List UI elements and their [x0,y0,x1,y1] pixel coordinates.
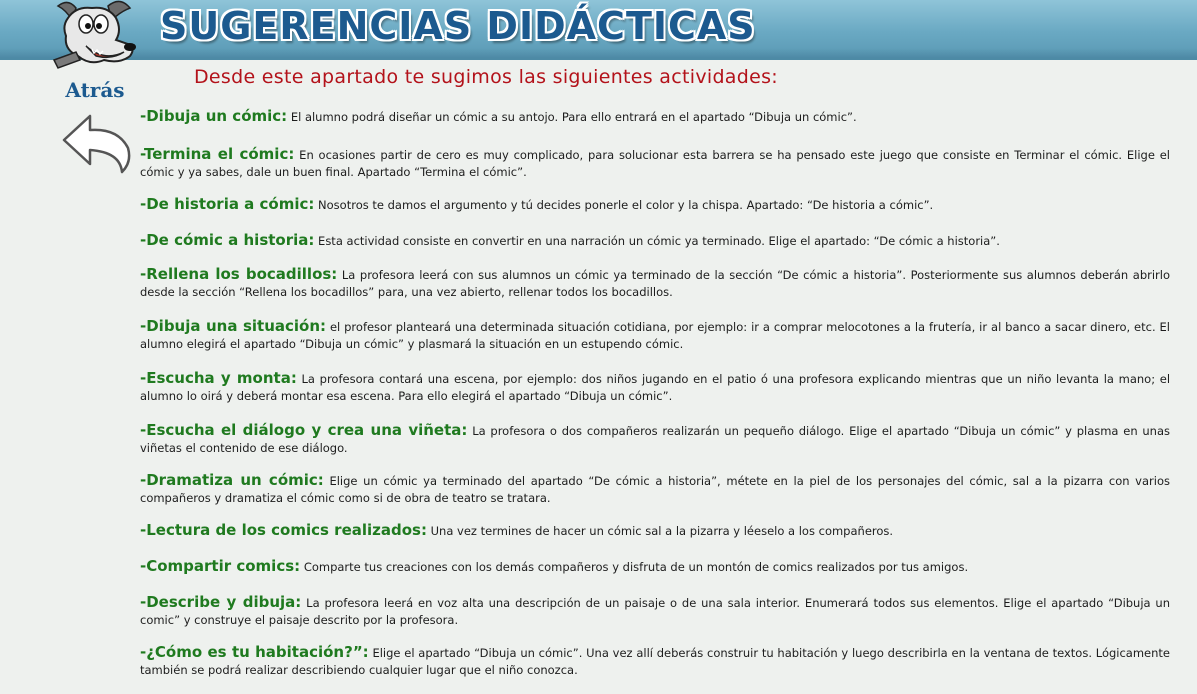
activity-item [140,108,1170,126]
activity-item [140,422,1170,457]
activity-item [140,644,1170,679]
activity-title: -Dibuja un cómic: [140,107,288,125]
activity-title: -¿Cómo es tu habitación?”: [140,643,369,661]
back-label: Atrás [65,78,125,102]
activity-item [140,196,1170,214]
activity-item [140,370,1170,405]
activity-text: La profesora leerá con sus alumnos un cómic ya terminado de la sección “De cómic a historia”. Posteriormente sus alumnos deberán abrirlo desde la sección “Rellena los bocadillos” para, una vez abierto, rellenar todos los bocadillos. [140,268,1171,299]
activity-item [140,472,1170,507]
activity-title: -Dibuja una situación: [140,317,327,335]
activity-title: -Termina el cómic: [140,145,295,163]
activity-text: Esta actividad consiste en convertir en una narración un cómic ya terminado. Elige el apartado: “De cómic a historia”. [318,234,1000,248]
activity-title: -Lectura de los comics realizados: [140,521,427,539]
activity-text: La profesora o dos compañeros realizarán un pequeño diálogo. Elige el apartado “Dibuja un cómic” y plasma en unas viñetas el contenido de ese diálogo. [140,424,1171,455]
intro-text: Desde este apartado te sugimos las siguientes actividades: [194,66,779,88]
activity-text: Una vez termines de hacer un cómic sal a la pizarra y léeselo a los compañeros. [430,524,894,538]
activity-title: -Describe y dibuja: [140,593,302,611]
back-button[interactable] [60,78,140,178]
activity-text: Elige un cómic ya terminado del apartado “De cómic a historia”, métete en la piel de los personajes del cómic, sal a la pizarra con varios compañeros y dramatiza el cómic como si de obra de teatro se tratara. [140,474,1170,505]
activity-text: En ocasiones partir de cero es muy complicado, para solucionar esta barrera se ha pensado este juego que consiste en Terminar el cómic. Elige el cómic y ya sabes, dale un buen final. Apartado “Termina el cómic”. [140,148,1170,179]
activity-item [140,558,1170,576]
page-title: SUGERENCIAS DIDÁCTICAS [160,4,756,48]
activity-title: -De cómic a historia: [140,231,315,249]
activity-title: -Escucha el diálogo y crea una viñeta: [140,421,468,439]
activity-item [140,522,1170,540]
activity-item [140,594,1170,629]
activity-text: el profesor planteará una determinada situación cotidiana, por ejemplo: ir a comprar melocotones a la frutería, ir al banco a sacar dinero, etc. El alumno elegirá el apartado “Dibuja un cómic” y plasmará la situación en un estupendo cómic. [140,320,1170,351]
activity-text: Nosotros te damos el argumento y tú decides ponerle el color y la chispa. Apartado: “De historia a cómic”. [318,198,934,212]
activity-item [140,318,1170,353]
activity-text: La profesora contará una escena, por ejemplo: dos niños jugando en el patio ó una profesora explicando mientras que un niño levanta la mano; el alumno lo oirá y deberá montar esa escena. Para ello elegirá el apartado “Dibuja un cómic”. [140,372,1171,403]
activity-title: -De historia a cómic: [140,195,315,213]
back-arrow-icon [60,112,134,174]
activity-text: Comparte tus creaciones con los demás compañeros y disfruta de un montón de comics realizados por tus amigos. [303,560,969,574]
activity-title: -Compartir comics: [140,557,301,575]
activity-text: La profesora leerá en voz alta una descripción de un paisaje o de una sala interior. Enumerará todos sus elementos. Elige el apartado “Dibuja un comic” y construye el paisaje descrito por la profesora. [140,596,1171,627]
activity-item [140,146,1170,181]
activity-item [140,266,1170,301]
activity-title: -Dramatiza un cómic: [140,471,324,489]
dog-mascot-icon [46,0,146,70]
activity-item [140,232,1170,250]
activity-title: -Rellena los bocadillos: [140,265,338,283]
activity-text: Elige el apartado “Dibuja un cómic”. Una vez allí deberás construir tu habitación y luego describirla en la ventana de textos. Lógicamente también se podrá realizar describiendo cualquier lugar que el niño conozca. [140,646,1171,677]
activity-text: El alumno podrá diseñar un cómic a su antojo. Para ello entrará en el apartado “Dibuja un cómic”. [290,110,857,124]
activity-title: -Escucha y monta: [140,369,297,387]
